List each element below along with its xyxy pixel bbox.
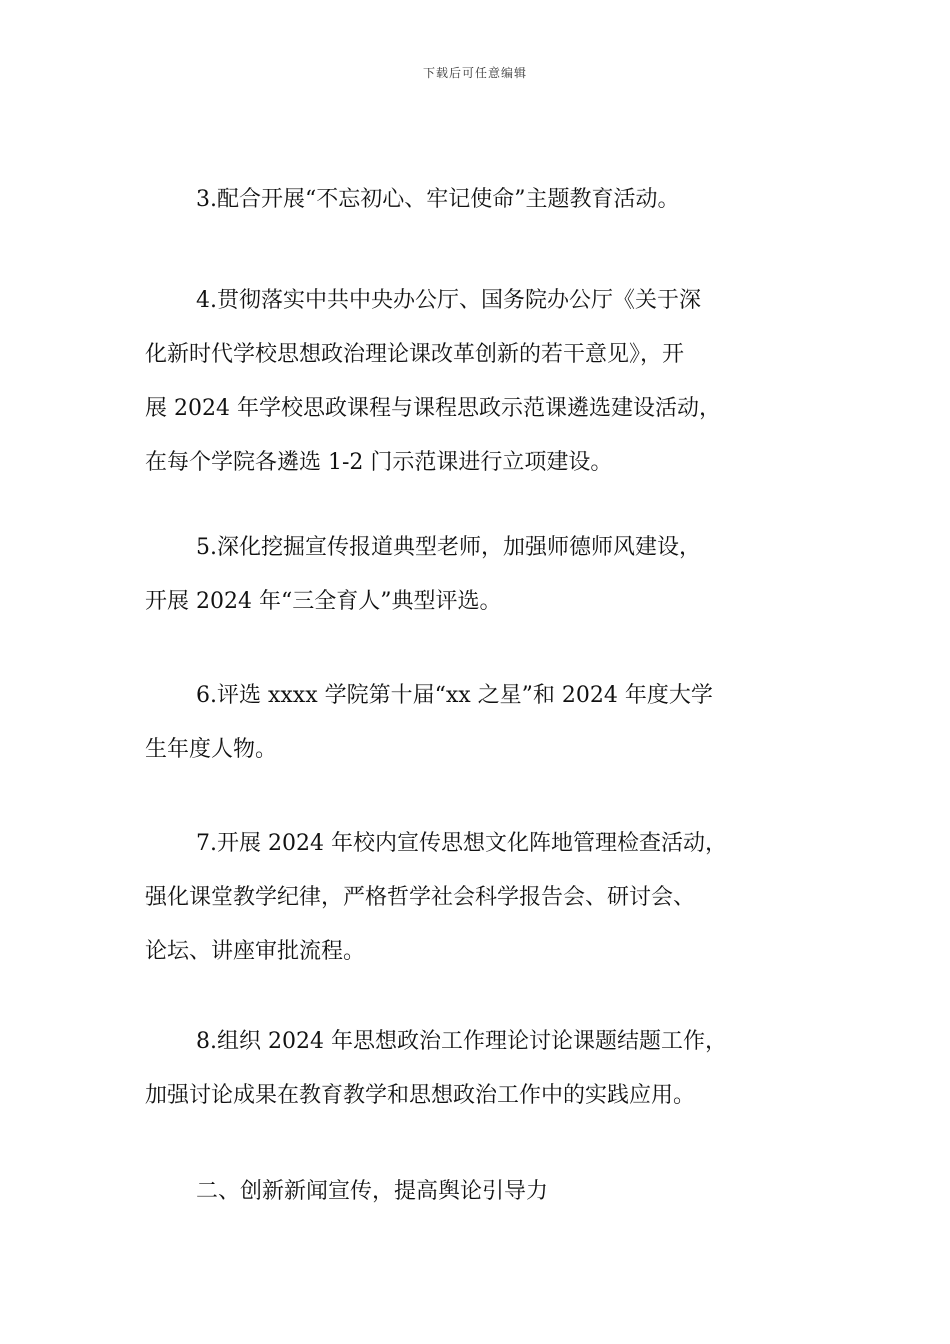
paragraph-line: 7.开展 2024 年校内宣传思想文化阵地管理检查活动， [196, 831, 727, 856]
paragraph-line: 开展 2024 年“三全育人”典型评选。 [145, 589, 502, 614]
paragraph-item-7 [145, 817, 809, 979]
paragraph-line: 论坛、讲座审批流程。 [145, 939, 366, 964]
paragraph-item-3 [145, 173, 809, 227]
section-heading [145, 1165, 809, 1219]
paragraph-item-4 [145, 274, 809, 490]
paragraph-line: 加强讨论成果在教育教学和思想政治工作中的实践应用。 [145, 1083, 696, 1108]
paragraph-line: 4.贯彻落实中共中央办公厅、国务院办公厅《关于深 [196, 288, 701, 313]
paragraph-item-8 [145, 1015, 809, 1123]
paragraph-item-6 [145, 669, 809, 777]
page-header: 下载后可任意编辑 [422, 66, 527, 80]
heading-line: 二、创新新闻宣传，提高舆论引导力 [196, 1179, 549, 1204]
paragraph-line: 8.组织 2024 年思想政治工作理论讨论课题结题工作， [196, 1029, 727, 1054]
paragraph-line: 生年度人物。 [145, 737, 278, 762]
paragraph-item-5 [145, 521, 809, 629]
paragraph-line: 在每个学院各遴选 1-2 门示范课进行立项建设。 [145, 450, 613, 475]
paragraph-line: 3.配合开展“不忘初心、牢记使命”主题教育活动。 [196, 187, 680, 212]
paragraph-line: 化新时代学校思想政治理论课改革创新的若干意见》，开 [145, 342, 685, 367]
paragraph-line: 强化课堂教学纪律，严格哲学社会科学报告会、研讨会、 [145, 885, 696, 910]
paragraph-line: 5.深化挖掘宣传报道典型老师，加强师德师风建设， [196, 535, 701, 560]
paragraph-line: 展 2024 年学校思政课程与课程思政示范课遴选建设活动， [145, 396, 721, 421]
paragraph-line: 6.评选 xxxx 学院第十届“xx 之星”和 2024 年度大学 [196, 683, 713, 708]
